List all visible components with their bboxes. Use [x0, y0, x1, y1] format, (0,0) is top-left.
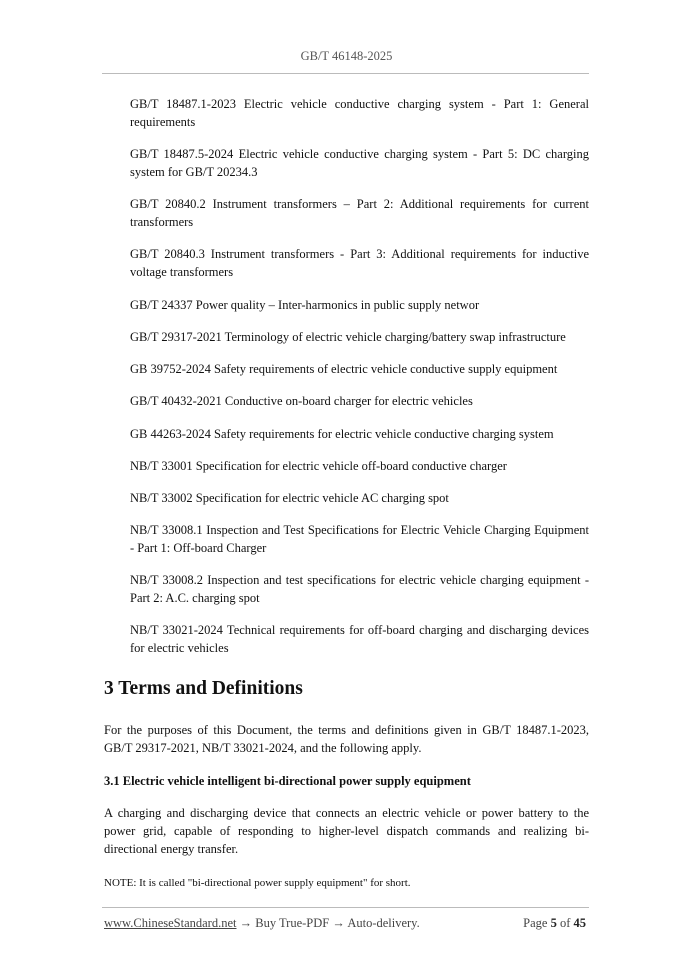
reference-item: GB/T 24337 Power quality – Inter-harmonics in public supply networ [130, 298, 480, 312]
page-header-title: GB/T 46148-2025 [300, 49, 393, 63]
reference-item: GB/T 18487.1-2023 Electric vehicle conductive charging system - Part 1: General requirements [130, 97, 589, 129]
arrow-icon: → [239, 916, 253, 930]
website-link[interactable]: www.ChineseStandard.net [104, 916, 237, 930]
term-heading: 3.1 Electric vehicle intelligent bi-directional power supply equipment [104, 774, 471, 788]
of-label: of [559, 916, 571, 930]
reference-item: NB/T 33021-2024 Technical requirements for off-board charging and discharging devices for electric vehicles [130, 623, 589, 655]
reference-item: GB/T 18487.5-2024 Electric vehicle conductive charging system - Part 5: DC charging system for GB/T 20234.3 [130, 147, 589, 179]
section-heading: 3 Terms and Definitions [104, 678, 303, 699]
term-note: NOTE: It is called "bi-directional power supply equipment" for short. [104, 877, 411, 889]
reference-item: NB/T 33001 Specification for electric vehicle off-board conductive charger [130, 459, 507, 473]
reference-item: GB/T 29317-2021 Terminology of electric vehicle charging/battery swap infrastructure [130, 330, 566, 344]
reference-item: NB/T 33008.2 Inspection and test specifications for electric vehicle charging equipment - Part 2: A.C. charging spot [130, 573, 589, 605]
delivery-text: Auto-delivery. [347, 916, 420, 930]
term-definition: A charging and discharging device that connects an electric vehicle or power battery to the power grid, capable of responding to higher-level dispatch commands and realizing bi-directional energy transfer. [104, 806, 589, 856]
reference-item: GB/T 20840.3 Instrument transformers - Part 3: Additional requirements for inductive voltage transformers [130, 247, 589, 279]
arrow-icon: → [332, 916, 345, 930]
reference-item: GB 39752-2024 Safety requirements of electric vehicle conductive supply equipment [130, 362, 558, 376]
reference-item: GB/T 40432-2021 Conductive on-board charger for electric vehicles [130, 394, 473, 408]
page-label: Page [523, 916, 548, 930]
current-page: 5 [550, 916, 557, 930]
reference-item: GB 44263-2024 Safety requirements for electric vehicle conductive charging system [130, 427, 554, 441]
footer-promo [104, 916, 420, 931]
reference-item: NB/T 33008.1 Inspection and Test Specifications for Electric Vehicle Charging Equipment - Part 1: Off-board Charger [130, 523, 589, 555]
header-divider [102, 73, 589, 74]
page-number [523, 916, 586, 931]
total-pages: 45 [573, 916, 586, 930]
reference-item: GB/T 20840.2 Instrument transformers – Part 2: Additional requirements for current transformers [130, 197, 589, 229]
footer-divider [102, 907, 589, 908]
buy-text: Buy True-PDF [255, 916, 330, 930]
section-intro: For the purposes of this Document, the terms and definitions given in GB/T 18487.1-2023, GB/T 29317-2021, NB/T 33021-2024, and the following apply. [104, 723, 589, 755]
reference-item: NB/T 33002 Specification for electric vehicle AC charging spot [130, 491, 449, 505]
